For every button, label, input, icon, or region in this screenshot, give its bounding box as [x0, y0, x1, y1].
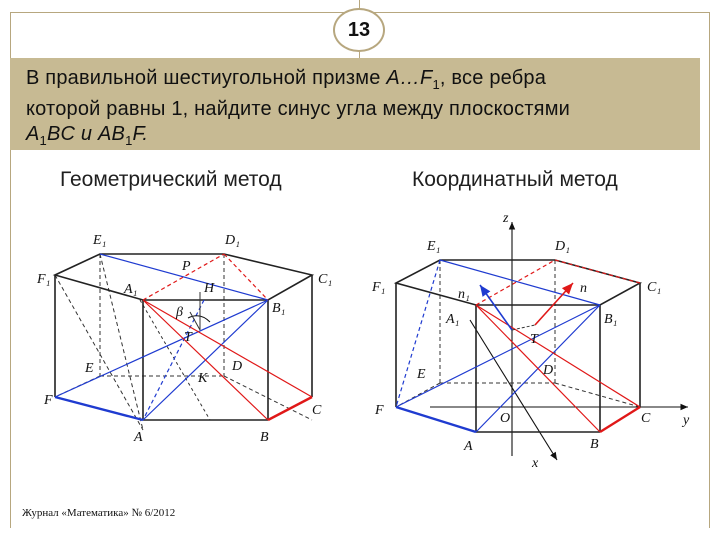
right-label-n: n — [580, 281, 587, 296]
left-label-C: C — [312, 403, 322, 418]
left-label-K: K — [198, 371, 208, 386]
right-label-A1: A₁ — [446, 312, 460, 327]
left-label-H: H — [204, 281, 215, 296]
left-label-beta: β — [176, 305, 183, 320]
problem-line-1-c: , все ребра — [439, 67, 547, 89]
right-edge-FA — [396, 407, 476, 432]
problem-line-3-b: BC и — [46, 123, 99, 145]
right-label-z: z — [503, 211, 509, 226]
problem-line-1-a: В правильной шестиугольной призме — [26, 67, 387, 89]
left-label-B: B — [260, 430, 269, 445]
right-label-T: T — [530, 332, 538, 347]
left-angle-beta-arc — [188, 316, 210, 322]
right-label-O: O — [500, 411, 511, 426]
right-normal-n — [535, 283, 573, 325]
problem-line-1: В правильной шестиугольной призме $A\dots F_1$, все ребра — [26, 67, 547, 92]
left-label-F1: F₁ — [37, 272, 51, 287]
right-label-C: C — [641, 411, 651, 426]
left-label-C1: C₁ — [318, 272, 333, 287]
right-label-C1: C₁ — [647, 280, 662, 295]
left-label-D1: D₁ — [225, 233, 240, 248]
right-label-B1: B₁ — [604, 312, 618, 327]
source-citation: Журнал «Математика» № 6/2012 — [22, 507, 176, 519]
problem-line-3-a: A — [26, 123, 40, 145]
left-label-A1: A₁ — [124, 282, 138, 297]
right-label-E1: E₁ — [427, 239, 441, 254]
problem-line-3-c: AB — [98, 123, 126, 145]
method-geometric-title: Геометрический метод — [60, 168, 282, 191]
slide-number: 13 — [333, 8, 385, 52]
right-label-A: A — [464, 439, 473, 454]
right-label-y: y — [683, 413, 690, 428]
left-edge-BC — [268, 397, 312, 420]
problem-line-1-b: A…F — [386, 67, 433, 89]
right-label-D1: D₁ — [555, 239, 570, 254]
left-label-B1: B₁ — [272, 301, 286, 316]
right-axis-x — [470, 320, 557, 460]
left-label-T: T — [184, 330, 192, 345]
left-label-F: F — [44, 393, 53, 408]
right-label-n1: n₁ — [458, 287, 470, 302]
right-edge-BC — [600, 407, 640, 432]
left-label-P: P — [182, 259, 191, 274]
problem-line-2: которой равны 1, найдите синус угла между плоскостями — [26, 98, 571, 120]
left-label-E1: E₁ — [93, 233, 107, 248]
right-label-E: E — [417, 367, 426, 382]
right-label-F: F — [375, 403, 384, 418]
right-label-x: x — [532, 456, 539, 471]
left-edge-FA — [55, 397, 143, 420]
problem-line-3-d: F. — [132, 123, 149, 145]
method-coordinate-title: Координатный метод — [412, 168, 618, 191]
left-label-D: D — [232, 359, 243, 374]
right-label-F1: F₁ — [372, 280, 386, 295]
right-normal-n1 — [480, 285, 512, 330]
left-label-E: E — [85, 361, 94, 376]
right-label-D: D — [543, 363, 554, 378]
right-label-B: B — [590, 437, 599, 452]
left-label-A: A — [134, 430, 143, 445]
problem-line-3: $A_1BC$ и $AB_1F$. — [26, 123, 149, 148]
